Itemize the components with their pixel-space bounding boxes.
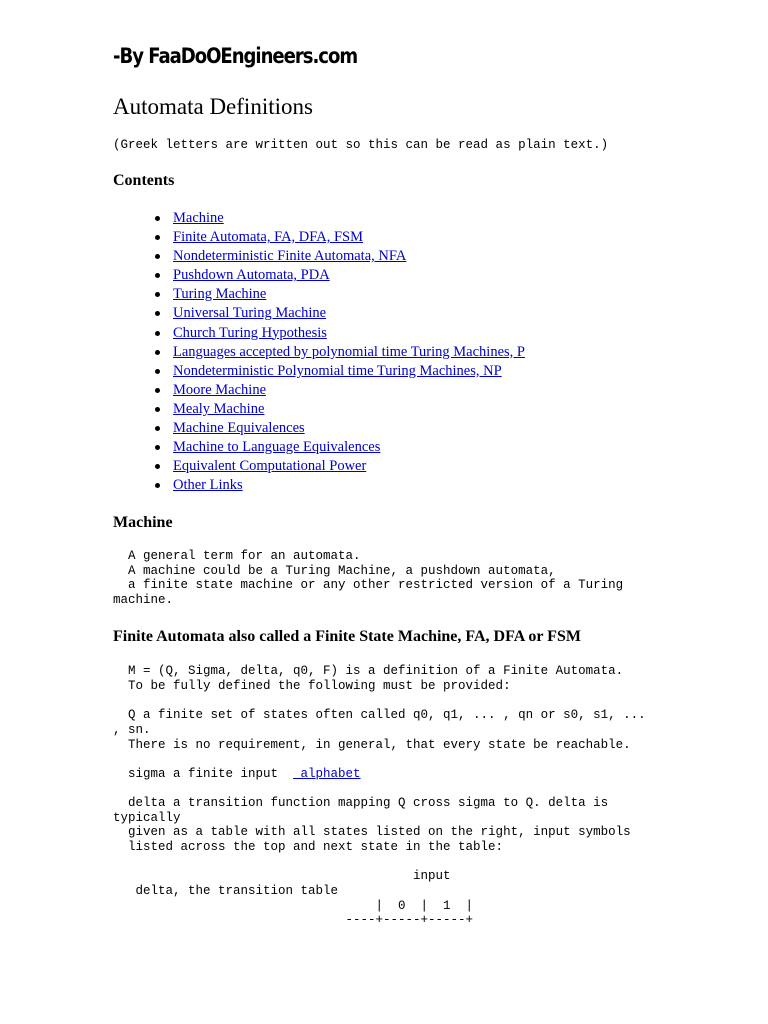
bullet-icon [155, 445, 160, 450]
transition-table-columns: | 0 | 1 | [113, 899, 474, 913]
bullet-icon [155, 369, 160, 374]
toc-link-nfa[interactable]: Nondeterministic Finite Automata, NFA [173, 248, 407, 265]
machine-heading: Machine [113, 514, 173, 531]
bullet-icon [155, 331, 160, 336]
bullet-icon [155, 216, 160, 221]
bullet-icon [155, 311, 160, 316]
toc-link-computational-power[interactable]: Equivalent Computational Power [173, 458, 367, 475]
sigma-line [113, 767, 361, 782]
transition-table-rule: ----+-----+-----+ [113, 913, 474, 927]
page-title: Automata Definitions [113, 94, 313, 119]
bullet-icon [155, 273, 160, 278]
bullet-icon [155, 350, 160, 355]
alphabet-link[interactable]: alphabet [293, 767, 361, 781]
toc-link-language-equivalences[interactable]: Machine to Language Equivalences [173, 439, 381, 456]
toc-link-finite-automata[interactable]: Finite Automata, FA, DFA, FSM [173, 229, 364, 246]
transition-table-input-label: input [113, 869, 451, 883]
toc-link-turing-machine[interactable]: Turing Machine [173, 286, 267, 303]
toc-link-np[interactable]: Nondeterministic Polynomial time Turing Machines, NP [173, 362, 502, 379]
contents-heading: Contents [113, 172, 175, 189]
bullet-icon [155, 235, 160, 240]
bullet-icon [155, 388, 160, 393]
machine-body: A general term for an automata. A machine could be a Turing Machine, a pushdown automata, a finite state machine or any other restricted version of a Turing machine. [113, 549, 624, 608]
delta-description: delta a transition function mapping Q cross sigma to Q. delta is typically given as a table with all states listed on the right, input symbols listed across the top and next state in the table: [113, 796, 631, 855]
toc-link-machine-equivalences[interactable]: Machine Equivalences [173, 420, 305, 437]
bullet-icon [155, 483, 160, 488]
plain-text-note: (Greek letters are written out so this can be read as plain text.) [113, 138, 609, 152]
bullet-icon [155, 292, 160, 297]
toc-link-moore-machine[interactable]: Moore Machine [173, 381, 267, 398]
sigma-text: sigma a finite input [113, 767, 294, 781]
toc-link-church-turing[interactable]: Church Turing Hypothesis [173, 324, 327, 341]
toc-link-machine[interactable]: Machine [173, 210, 224, 226]
toc-link-mealy-machine[interactable]: Mealy Machine [173, 400, 265, 417]
toc-link-universal-turing-machine[interactable]: Universal Turing Machine [173, 305, 327, 322]
brand-watermark: -By FaaDoOEngineers.com [113, 44, 358, 68]
bullet-icon [155, 254, 160, 259]
transition-table-caption: delta, the transition table [113, 884, 339, 898]
finite-automata-heading: Finite Automata also called a Finite State Machine, FA, DFA or FSM [113, 628, 581, 645]
toc-link-pda[interactable]: Pushdown Automata, PDA [173, 267, 330, 284]
bullet-icon [155, 464, 160, 469]
finite-automata-definition: M = (Q, Sigma, delta, q0, F) is a definition of a Finite Automata. To be fully defined the following must be provided: Q a finite set of states often called q0, q1, ... , qn or s0, s1, ... , sn. There is no requirement, in general, that every state be reachable. [113, 664, 646, 752]
toc-link-other-links[interactable]: Other Links [173, 477, 243, 494]
toc-link-p[interactable]: Languages accepted by polynomial time Turing Machines, P [173, 343, 525, 360]
bullet-icon [155, 426, 160, 431]
bullet-icon [155, 407, 160, 412]
